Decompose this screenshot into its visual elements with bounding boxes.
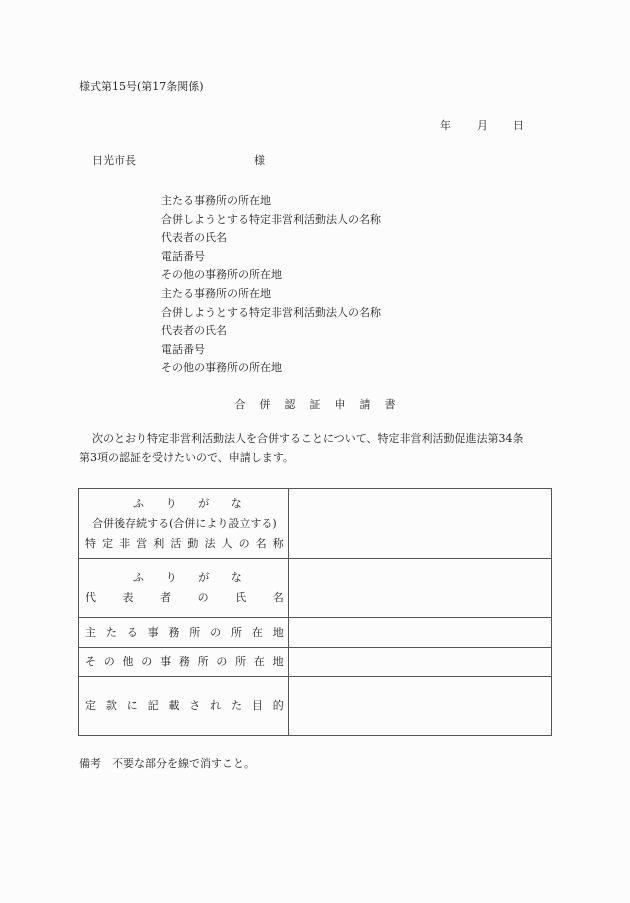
table-row: [79, 489, 552, 559]
table-row: [79, 677, 552, 736]
furigana-label: ふ り が な: [133, 496, 242, 510]
applicant-field: 合併しようとする特定非営利活動法人の名称: [161, 212, 381, 226]
row-label-cell: [79, 648, 289, 677]
applicant-fields: [161, 192, 381, 378]
furigana-label: ふ り が な: [133, 571, 242, 584]
row-label-cell: [79, 559, 289, 618]
date-year-label: 年: [440, 119, 451, 132]
honorific: 様: [254, 154, 265, 167]
applicant-field: 主たる事務所の所在地: [161, 286, 271, 300]
applicant-field: その他の事務所の所在地: [161, 268, 282, 282]
row-label-cell: [79, 489, 289, 559]
date-day-label: 日: [513, 119, 524, 132]
applicant-field: 合併しようとする特定非営利活動法人の名称: [161, 305, 381, 319]
row-label-cell: [79, 677, 289, 736]
corporation-name-input[interactable]: [288, 489, 551, 559]
row-label: 定 款 に 記 載 さ れ た 目 的: [85, 699, 284, 712]
row-label: 代 表 者 の 氏 名: [85, 591, 284, 604]
addressee: 日光市長: [92, 154, 136, 167]
date-month-label: 月: [477, 119, 488, 132]
table-row: [79, 648, 552, 677]
body-text-line-2: 第3項の認証を受けたいので、申請します。: [79, 451, 294, 464]
row-label: 主 た る 事 務 所 の 所 在 地: [85, 625, 284, 639]
applicant-field: その他の事務所の所在地: [161, 361, 282, 375]
row-label-cell: [79, 618, 289, 648]
applicant-field: 代表者の氏名: [161, 231, 227, 245]
applicant-field: 代表者の氏名: [161, 324, 227, 338]
row-label: そ の 他 の 事 務 所 の 所 在 地: [85, 655, 284, 668]
representative-name-input[interactable]: [288, 559, 551, 618]
other-office-address-input[interactable]: [288, 648, 551, 677]
remarks-note: 備考 不要な部分を線で消すこと。: [79, 757, 255, 770]
table-row: [79, 618, 552, 648]
body-text-line-1: 次のとおり特定非営利活動法人を合併することについて、特定非営利活動促進法第34条: [92, 432, 524, 445]
form-number: 様式第15号(第17条関係): [79, 80, 204, 93]
row-sublabel: 合併後存続する(合併により設立する): [92, 516, 277, 530]
row-label: 特 定 非 営 利 活 動 法 人 の 名 称: [85, 536, 284, 550]
applicant-field: 主たる事務所の所在地: [161, 194, 271, 207]
table-row: [79, 559, 552, 618]
main-office-address-input[interactable]: [288, 618, 551, 648]
applicant-field: 電話番号: [161, 249, 205, 263]
applicant-field: 電話番号: [161, 342, 205, 356]
application-table: [78, 488, 552, 736]
articles-purpose-input[interactable]: [288, 677, 551, 736]
document-title: 合併認証申請書: [234, 398, 410, 411]
